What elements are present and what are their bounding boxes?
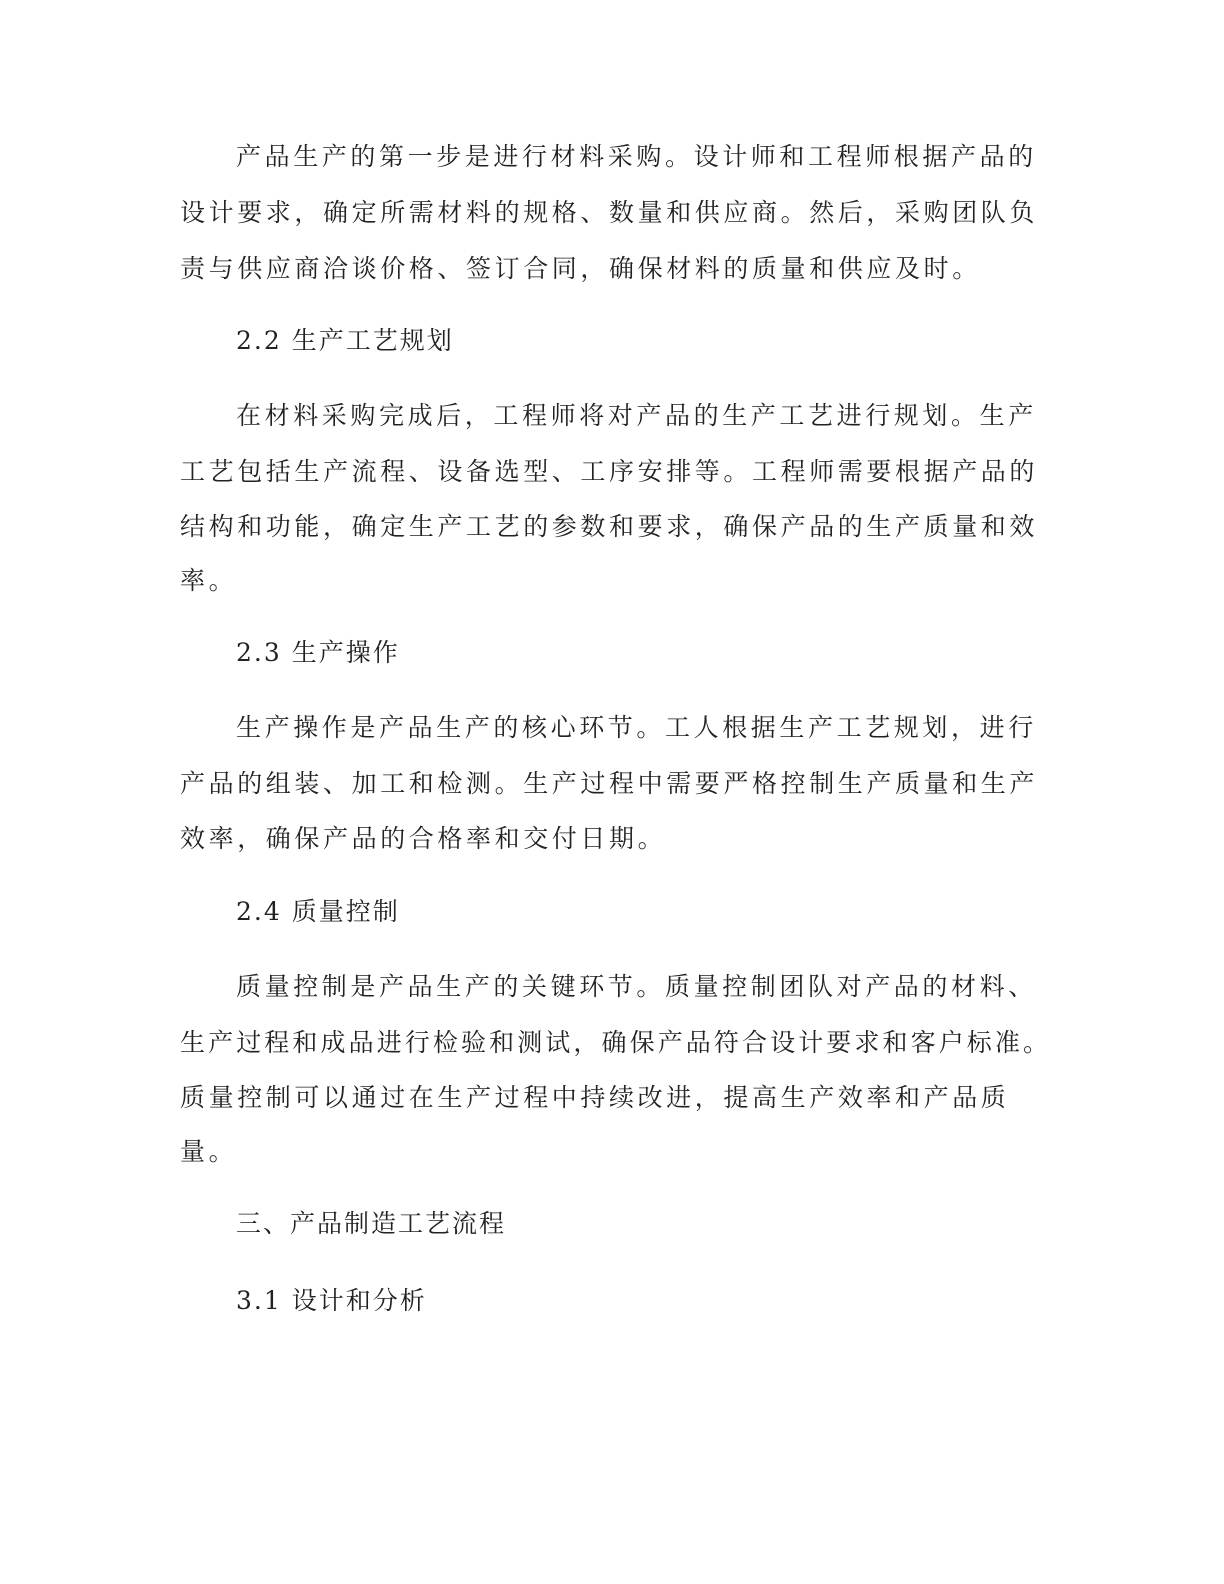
paragraph-line: 产品的组装、加工和检测。生产过程中需要严格控制生产质量和生产 xyxy=(180,769,1039,798)
section-heading: 2.2 生产工艺规划 xyxy=(236,326,454,355)
paragraph-line: 结构和功能，确定生产工艺的参数和要求，确保产品的生产质量和效 xyxy=(180,512,1039,541)
section-heading: 3.1 设计和分析 xyxy=(236,1286,427,1315)
paragraph-line: 产品生产的第一步是进行材料采购。设计师和工程师根据产品的 xyxy=(236,142,1037,171)
section-heading: 2.4 质量控制 xyxy=(236,897,400,926)
paragraph-line: 生产操作是产品生产的核心环节。工人根据生产工艺规划，进行 xyxy=(236,713,1037,742)
paragraph-line: 效率，确保产品的合格率和交付日期。 xyxy=(180,824,667,853)
paragraph-line: 设计要求，确定所需材料的规格、数量和供应商。然后，采购团队负 xyxy=(180,198,1039,227)
paragraph-line: 质量控制可以通过在生产过程中持续改进，提高生产效率和产品质 xyxy=(180,1083,1010,1112)
paragraph-line: 生产过程和成品进行检验和测试，确保产品符合设计要求和客户标准。 xyxy=(180,1028,1052,1057)
paragraph-line: 量。 xyxy=(180,1137,238,1166)
paragraph-line: 工艺包括生产流程、设备选型、工序安排等。工程师需要根据产品的 xyxy=(180,457,1039,486)
paragraph-line: 在材料采购完成后，工程师将对产品的生产工艺进行规划。生产 xyxy=(236,401,1037,430)
chapter-heading: 三、产品制造工艺流程 xyxy=(236,1209,507,1238)
paragraph-line: 率。 xyxy=(180,566,238,595)
section-heading: 2.3 生产操作 xyxy=(236,638,400,667)
paragraph-line: 质量控制是产品生产的关键环节。质量控制团队对产品的材料、 xyxy=(236,972,1037,1001)
paragraph-line: 责与供应商洽谈价格、签订合同，确保材料的质量和供应及时。 xyxy=(180,254,981,283)
